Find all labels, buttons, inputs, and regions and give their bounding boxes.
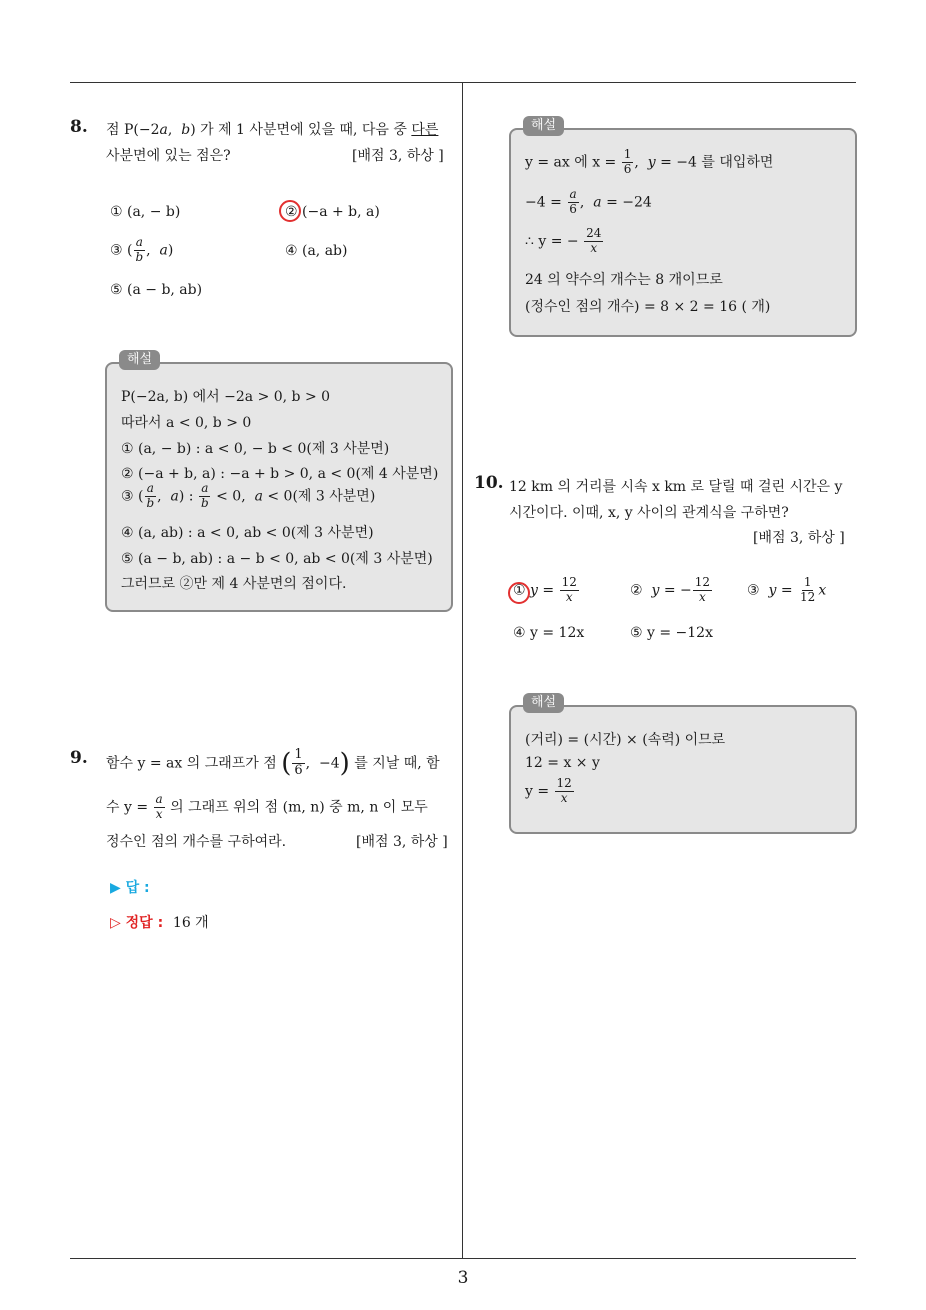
- q8-choice-1[interactable]: ① (a, − b): [110, 204, 181, 220]
- q10-choice-3[interactable]: ③ y = $\frac{1}{12}$ x: [747, 575, 827, 604]
- q9-solution-line-3: ∴ y = − $\frac{24}{x}$: [525, 226, 602, 255]
- solution-tag: 해설: [119, 350, 160, 370]
- q9-solution-line-2: −4 = $\frac{a}{6}$ , a = −24: [525, 187, 652, 216]
- q10-solution-line-2: 12 = x × y: [525, 755, 600, 771]
- question-9-line-1: 함수 y = ax 의 그래프가 점 ( $\frac{1}{6}$ , −4) 를 지날 때, 함: [106, 747, 440, 779]
- question-9-number: 9.: [70, 748, 88, 768]
- column-divider: [462, 82, 463, 1258]
- q8-choice-4[interactable]: ④ (a, ab): [285, 243, 348, 259]
- q8-choice-2[interactable]: ② (−a + b, a): [285, 204, 380, 220]
- q8-choice-5[interactable]: ⑤ (a − b, ab): [110, 282, 203, 298]
- q10-solution-box: [509, 695, 857, 834]
- q8-solution-line-2: 따라서 a < 0, b > 0: [121, 415, 252, 431]
- question-8-number: 8.: [70, 117, 88, 137]
- solution-tag: 해설: [523, 116, 564, 136]
- question-9-line-3: 정수인 점의 개수를 구하여라.: [106, 834, 287, 850]
- q9-correct-answer: ▷ 정답 : 16 개: [110, 915, 209, 931]
- page-number: 3: [457, 1268, 469, 1288]
- question-10-number: 10.: [474, 473, 504, 493]
- q10-choice-4[interactable]: ④ y = 12x: [513, 625, 585, 641]
- q9-solution-line-1: y = ax 에 x = $\frac{1}{6}$ , y = −4 를 대입하면: [525, 147, 774, 176]
- q8-solution-line-3: ① (a, − b) : a < 0, − b < 0(제 3 사분면): [121, 441, 390, 457]
- bottom-rule: [70, 1258, 856, 1259]
- question-10-score: [배점 3, 하상 ]: [753, 530, 845, 546]
- solution-tag: 해설: [523, 693, 564, 713]
- q8-solution-line-4: ② (−a + b, a) : −a + b > 0, a < 0(제 4 사분면): [121, 466, 439, 482]
- q8-solution-line-1: P(−2a, b) 에서 −2a > 0, b > 0: [121, 389, 331, 405]
- question-8-score: [배점 3, 하상 ]: [352, 148, 444, 164]
- question-9-line-2: 수 y = $\frac{a}{x}$ 의 그래프 위의 점 (m, n) 중 m, n 이 모두: [106, 792, 428, 821]
- q8-solution-line-6: ④ (a, ab) : a < 0, ab < 0(제 3 사분면): [121, 525, 374, 541]
- top-rule: [70, 82, 856, 83]
- question-10-line-1: 12 km 의 거리를 시속 x km 로 달릴 때 걸린 시간은 y: [509, 479, 843, 495]
- q8-choice-3[interactable]: ③ ( $\frac{a}{b}$ , a): [110, 235, 174, 264]
- q10-choice-5[interactable]: ⑤ y = −12x: [630, 625, 713, 641]
- question-8-line-1: 점 P(−2a, b) 가 제 1 사분면에 있을 때, 다음 중 다른: [106, 122, 439, 138]
- q8-solution-line-8: 그러므로 ②만 제 4 사분면의 점이다.: [121, 576, 347, 592]
- q10-choice-1[interactable]: ① y = $\frac{12}{x}$: [513, 575, 577, 604]
- q9-solution-box: [509, 118, 857, 337]
- question-10-line-2: 시간이다. 이때, x, y 사이의 관계식을 구하면?: [509, 505, 789, 521]
- q10-choice-2[interactable]: ② y = − $\frac{12}{x}$: [630, 575, 711, 604]
- q9-answer-input[interactable]: ▶ 답 :: [110, 880, 150, 896]
- q9-solution-line-4: 24 의 약수의 개수는 8 개이므로: [525, 272, 723, 288]
- question-9-score: [배점 3, 하상 ]: [356, 834, 448, 850]
- q10-solution-line-1: (거리) = (시간) × (속력) 이므로: [525, 732, 726, 748]
- q8-solution-line-7: ⑤ (a − b, ab) : a − b < 0, ab < 0(제 3 사분면): [121, 551, 433, 567]
- q9-solution-line-5: (정수인 점의 개수) = 8 × 2 = 16 ( 개): [525, 299, 771, 315]
- question-8-line-2: 사분면에 있는 점은?: [106, 148, 231, 164]
- q8-solution-box: [105, 352, 453, 612]
- q8-solution-line-5: ③ ( $\frac{a}{b}$ , a) : $\frac{a}{b}$ < 0, a < 0(제 3 사분면): [121, 481, 376, 510]
- q10-solution-line-3: y = $\frac{12}{x}$: [525, 776, 572, 805]
